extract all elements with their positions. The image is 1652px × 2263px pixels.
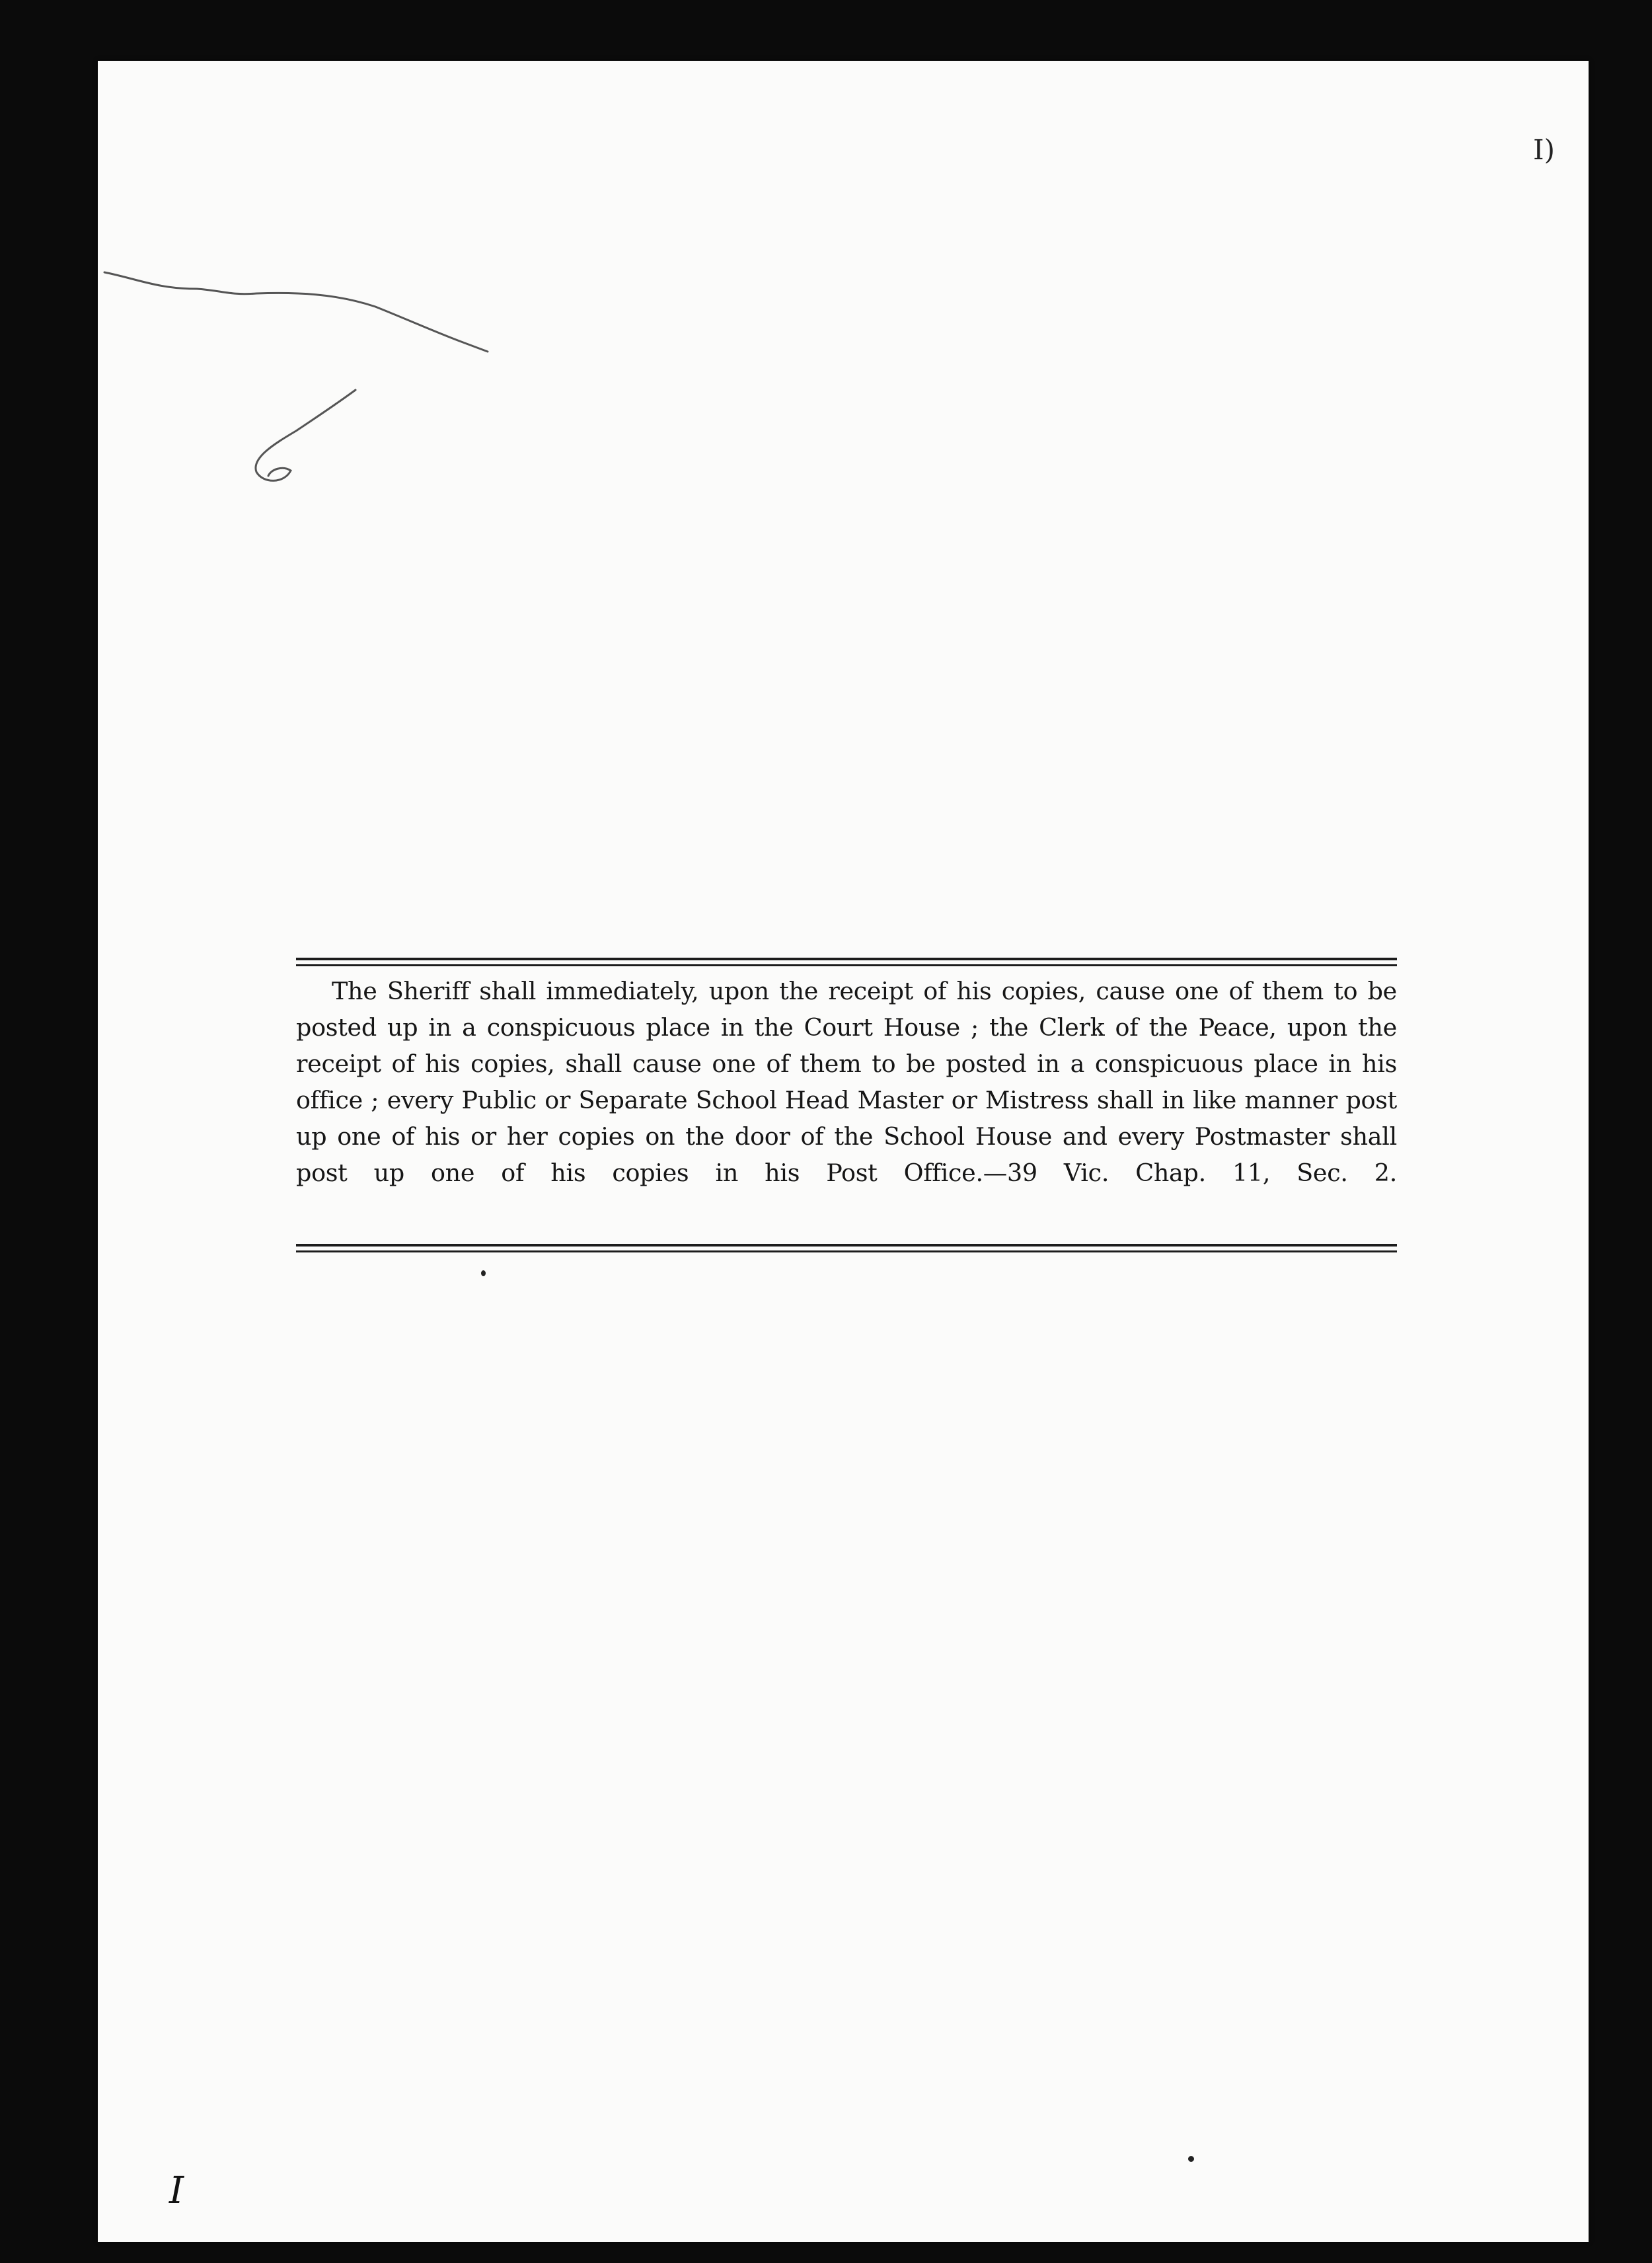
bottom-rule-1: [296, 1244, 1397, 1247]
bottom-rule-2: [296, 1250, 1397, 1252]
document-page: [98, 61, 1589, 2242]
page-corner-mark: I): [1533, 134, 1555, 166]
margin-mark: I: [169, 2169, 184, 2212]
ink-speck: [1188, 2156, 1194, 2162]
ink-speck: [481, 1270, 486, 1276]
top-rule-1: [296, 958, 1397, 960]
notice-paragraph: The Sheriff shall immediately, upon the receipt of his copies, cause one of them to be posted up in a conspicuous place in the Court House ; the Clerk of the Peace, upon the receipt of his copies, shall cause one of them to be posted in a conspicuous place in his office ; every Public or Separate School Head Master or Mistress shall in like manner post up one of his or her copies on the door of the School House and every Postmaster shall post up one of his copies in his Post Office.—39 Vic. Chap. 11, Sec. 2.: [296, 977, 1397, 1187]
top-rule-2: [296, 964, 1397, 966]
